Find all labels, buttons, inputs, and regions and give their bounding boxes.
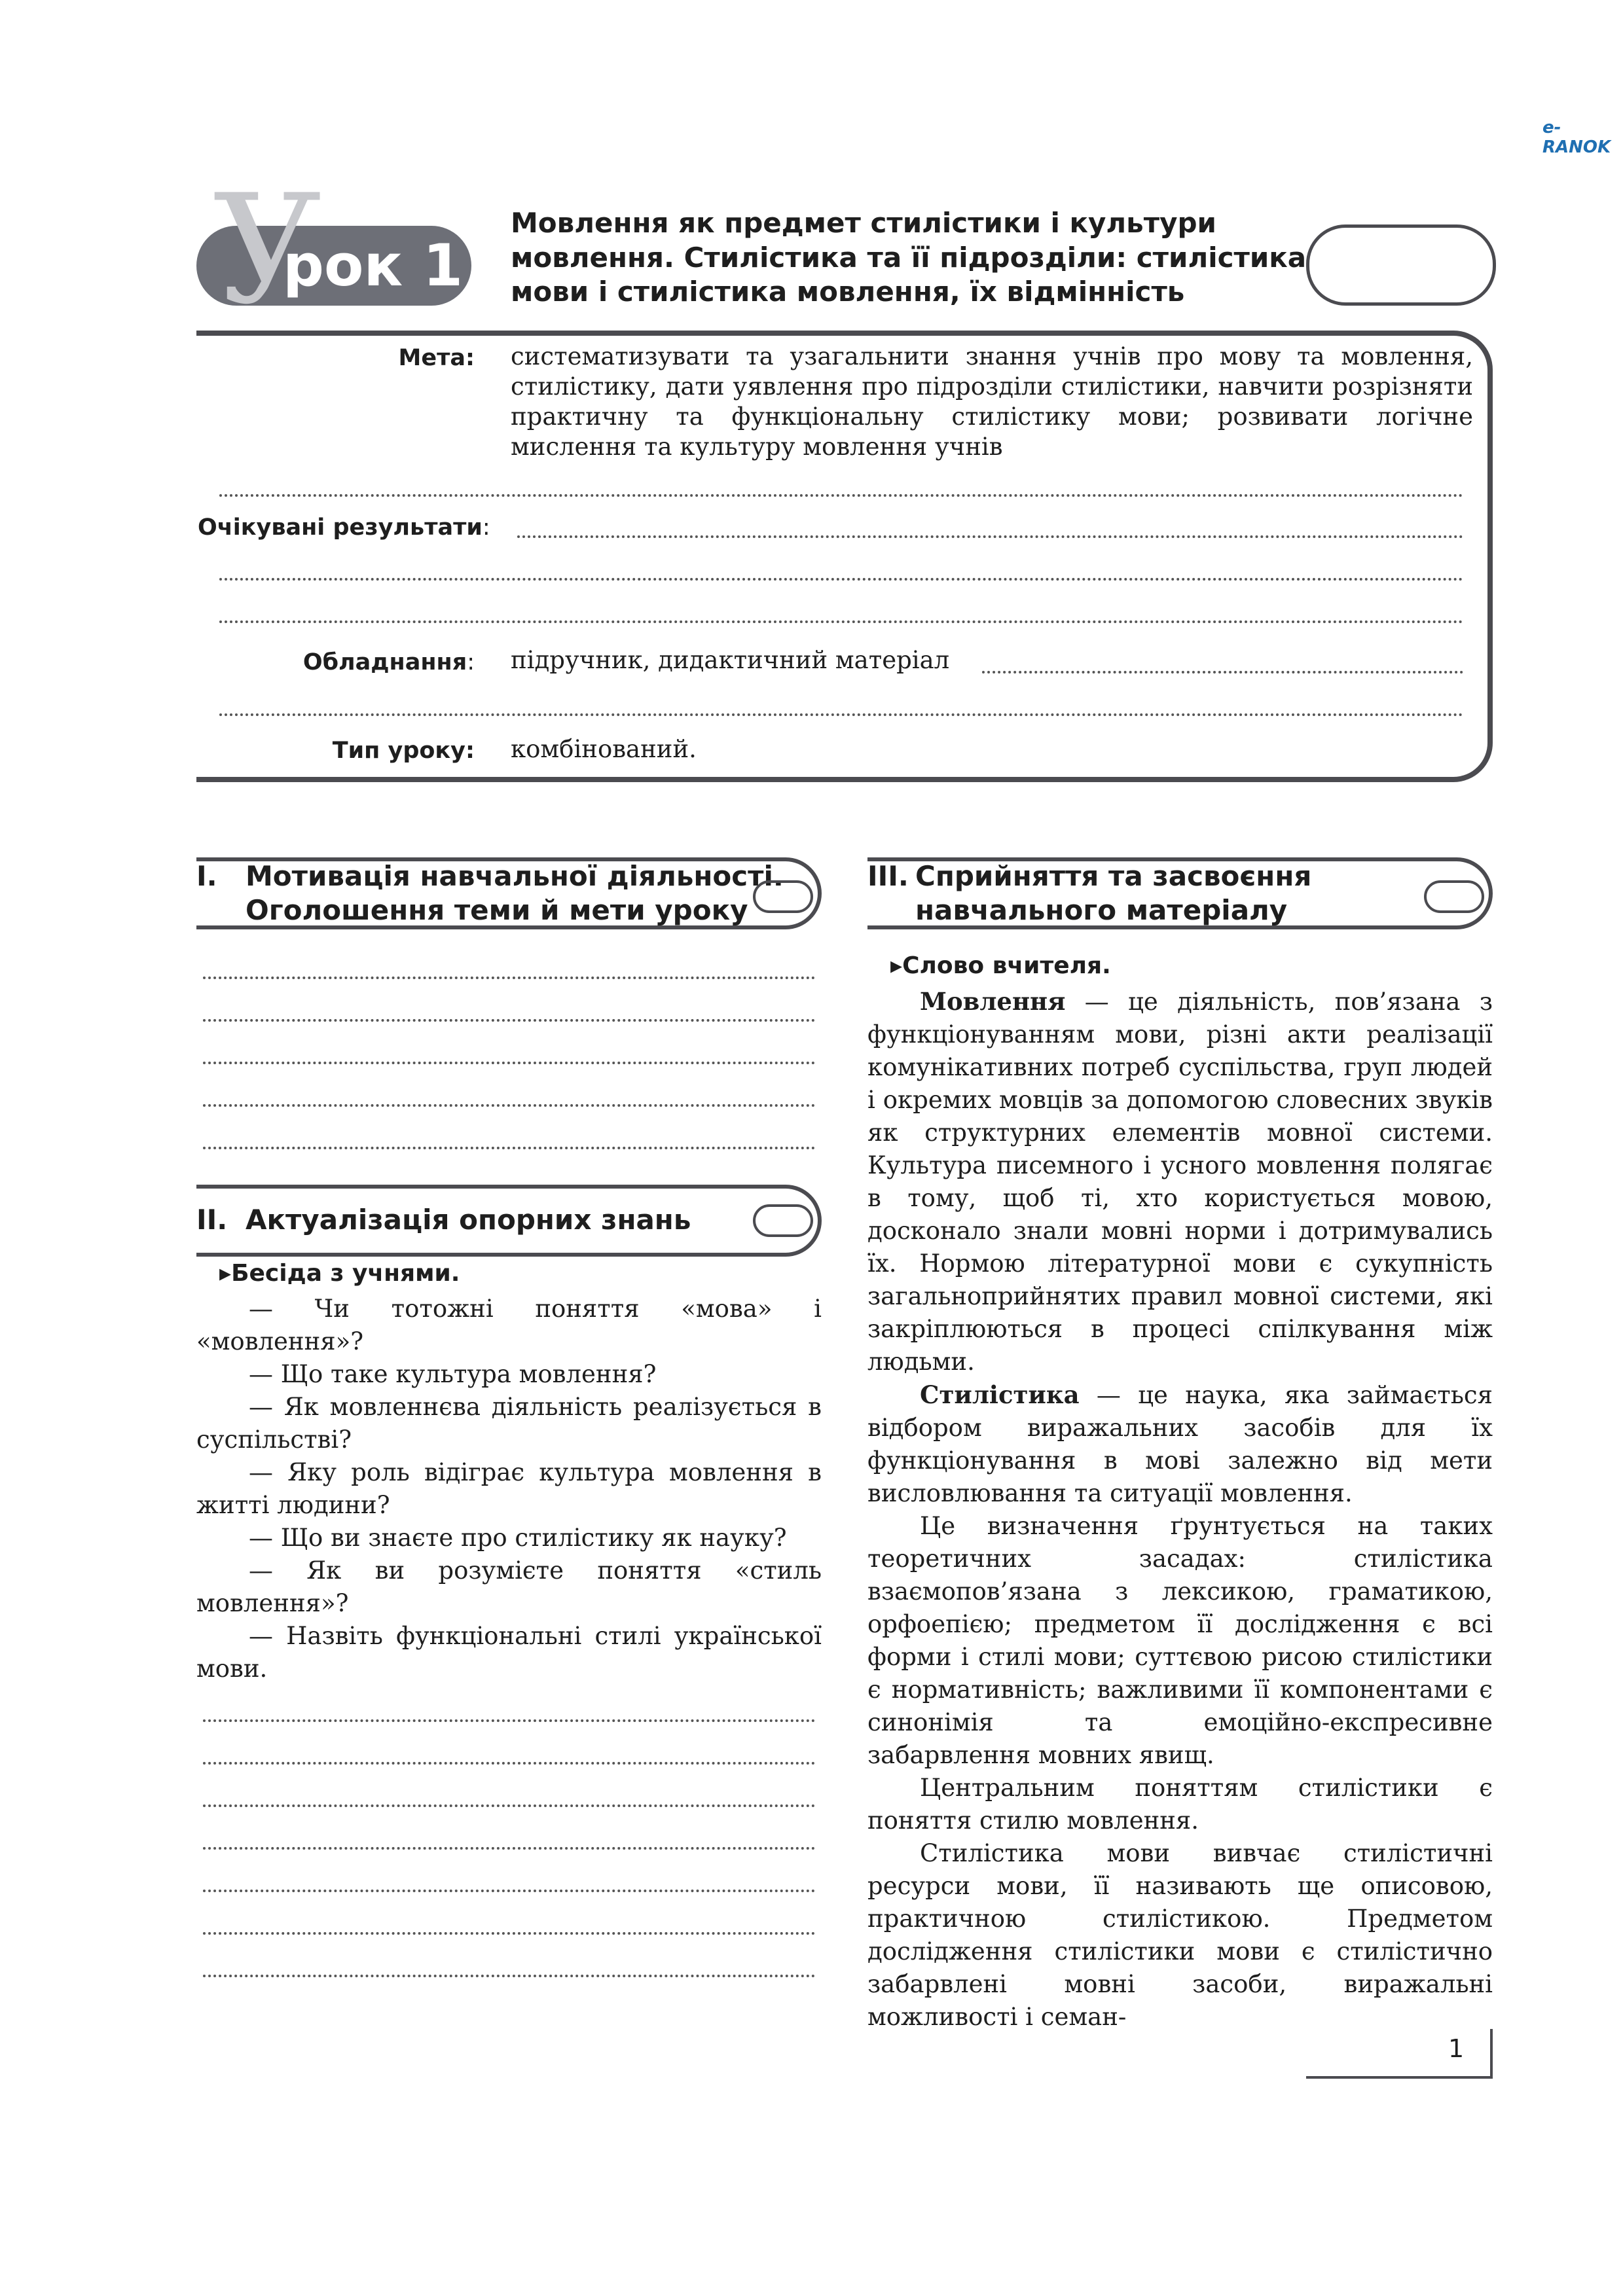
section-1-title-line1: Мотивація навчальної діяльності.	[246, 860, 784, 892]
question: — Як мовленнєва діяльність реалізується в суспільстві?	[196, 1393, 822, 1454]
fill-line	[203, 1890, 815, 1892]
section-3-title-line1: Сприйняття та засвоєння	[915, 860, 1312, 892]
question: — Чи тотожні поняття «мова» і «мовлення»?	[196, 1295, 822, 1355]
fill-line	[203, 1104, 815, 1107]
question: — Як ви розумієте поняття «стиль мовлення»?	[196, 1556, 822, 1617]
fill-line	[203, 1804, 815, 1807]
publisher-logo: e-RANOK	[1542, 118, 1611, 157]
paragraph: Це визначення ґрунтується на таких теоретичних засадах: стилістика взаємопов’язана з лексикою, граматикою, орфоепією; предметом її дослідження є всі форми і стилі мови; суттєвою рисою стилістики є нормативність; важливими її компонентами є синонімія та емоційно-експресивне забарвлення мовних явищ.	[867, 1512, 1493, 1769]
page-number: 1	[1448, 2034, 1465, 2063]
fill-line	[219, 578, 1463, 581]
term-movlennia: Мовлення	[920, 987, 1066, 1016]
lesson-badge-label: рок 1	[283, 232, 464, 299]
paragraph	[867, 985, 1493, 1378]
fill-line	[517, 535, 1463, 538]
section-2-number: II.	[196, 1204, 228, 1236]
section-2-questions	[196, 1293, 822, 1685]
paragraph: Стилістика мови вивчає стилістичні ресурси мови, її називають ще описовою, практичною стилістикою. Предметом дослідження стилістики мови є стилістично забарвлені мовні засоби, виражальні можливості і семан-	[867, 1839, 1493, 2031]
section-3-time-field[interactable]	[1424, 880, 1484, 913]
page-number-rule	[1490, 2029, 1493, 2079]
section-3-body	[867, 985, 1493, 2034]
paragraph: Центральним поняттям стилістики є поняття стилю мовлення.	[867, 1774, 1493, 1835]
question: — Назвіть функціональні стилі української мови.	[196, 1622, 822, 1683]
fill-line	[203, 977, 815, 979]
section-1-title-line2: Оголошення теми й мети уроку	[246, 894, 748, 926]
section-3-title-line2: навчального матеріалу	[915, 894, 1288, 926]
fill-line	[219, 713, 1463, 716]
section-3-subheading: ▸ Слово вчителя.	[890, 952, 1111, 979]
results-label: Очікувані результати	[198, 514, 483, 541]
type-text: комбінований.	[511, 735, 697, 763]
fill-line	[203, 1062, 815, 1064]
date-field[interactable]	[1306, 224, 1496, 306]
section-3-number: III.	[867, 860, 909, 892]
fill-line	[219, 494, 1463, 497]
term-stylistyka: Стилістика	[920, 1380, 1080, 1409]
question: — Яку роль відіграє культура мовлення в житті людини?	[196, 1458, 822, 1519]
lesson-badge-letter: У	[213, 163, 322, 338]
equipment-label: Обладнання	[302, 649, 467, 675]
results-label-wrap	[198, 514, 490, 541]
fill-line	[203, 1975, 815, 1977]
fill-line	[203, 1762, 815, 1765]
page-number-rule	[1306, 2076, 1493, 2079]
equipment-label-wrap	[275, 649, 475, 675]
definition: — це діяльність, пов’язана з функціонуванням мови, різні акти реалізації комунікативних потреб суспільства, груп людей і окремих мовців за допомогою словесних звуків як структурних елементів мовної системи. Культура писемного і усного мовлення полягає в тому, щоб ті, хто користується мовою, досконало знали мовні норми і дотримувались їх. Нормою літературної мови є сукупність загальноприйнятих правил мовної системи, які закріплюються в процесі спілкування між людьми.	[867, 988, 1493, 1376]
fill-line	[982, 671, 1463, 673]
section-1-time-field[interactable]	[753, 880, 813, 913]
definition: — це наука, яка займається відбором виражальних засобів для їх функціонування в мові залежно від мети висловлювання та ситуації мовлення.	[867, 1381, 1493, 1507]
paragraph	[867, 1378, 1493, 1510]
lesson-title: Мовлення як предмет стилістики і культури мовлення. Стилістика та її підрозділи: стилістика мови і стилістика мовлення, їх відмінність	[511, 207, 1307, 308]
question: — Що таке культура мовлення?	[249, 1360, 657, 1388]
fill-line	[203, 1847, 815, 1850]
fill-line	[203, 1147, 815, 1149]
section-2-subheading: ▸ Бесіда з учнями.	[219, 1260, 460, 1287]
equipment-colon: :	[467, 649, 475, 675]
results-colon: :	[482, 514, 490, 541]
question: — Що ви знаєте про стилістику як науку?	[249, 1524, 787, 1552]
section-2-time-field[interactable]	[753, 1204, 813, 1237]
goal-text: систематизувати та узагальнити знання учнів про мову та мовлення, стилістику, дати уявлення про підрозділи стилістики, навчити розрізняти практичну та функціональну стилістику мови; розвивати логічне мислення та культуру мовлення учнів	[511, 342, 1473, 461]
goal-label: Мета:	[398, 345, 475, 371]
section-1-number: I.	[196, 860, 217, 892]
type-label: Тип уроку:	[332, 738, 475, 764]
fill-line	[203, 1719, 815, 1722]
fill-line	[203, 1019, 815, 1022]
fill-line	[203, 1932, 815, 1935]
fill-line	[219, 620, 1463, 623]
equipment-text: підручник, дидактичний матеріал	[511, 646, 950, 674]
section-2-title: Актуалізація опорних знань	[246, 1204, 691, 1236]
